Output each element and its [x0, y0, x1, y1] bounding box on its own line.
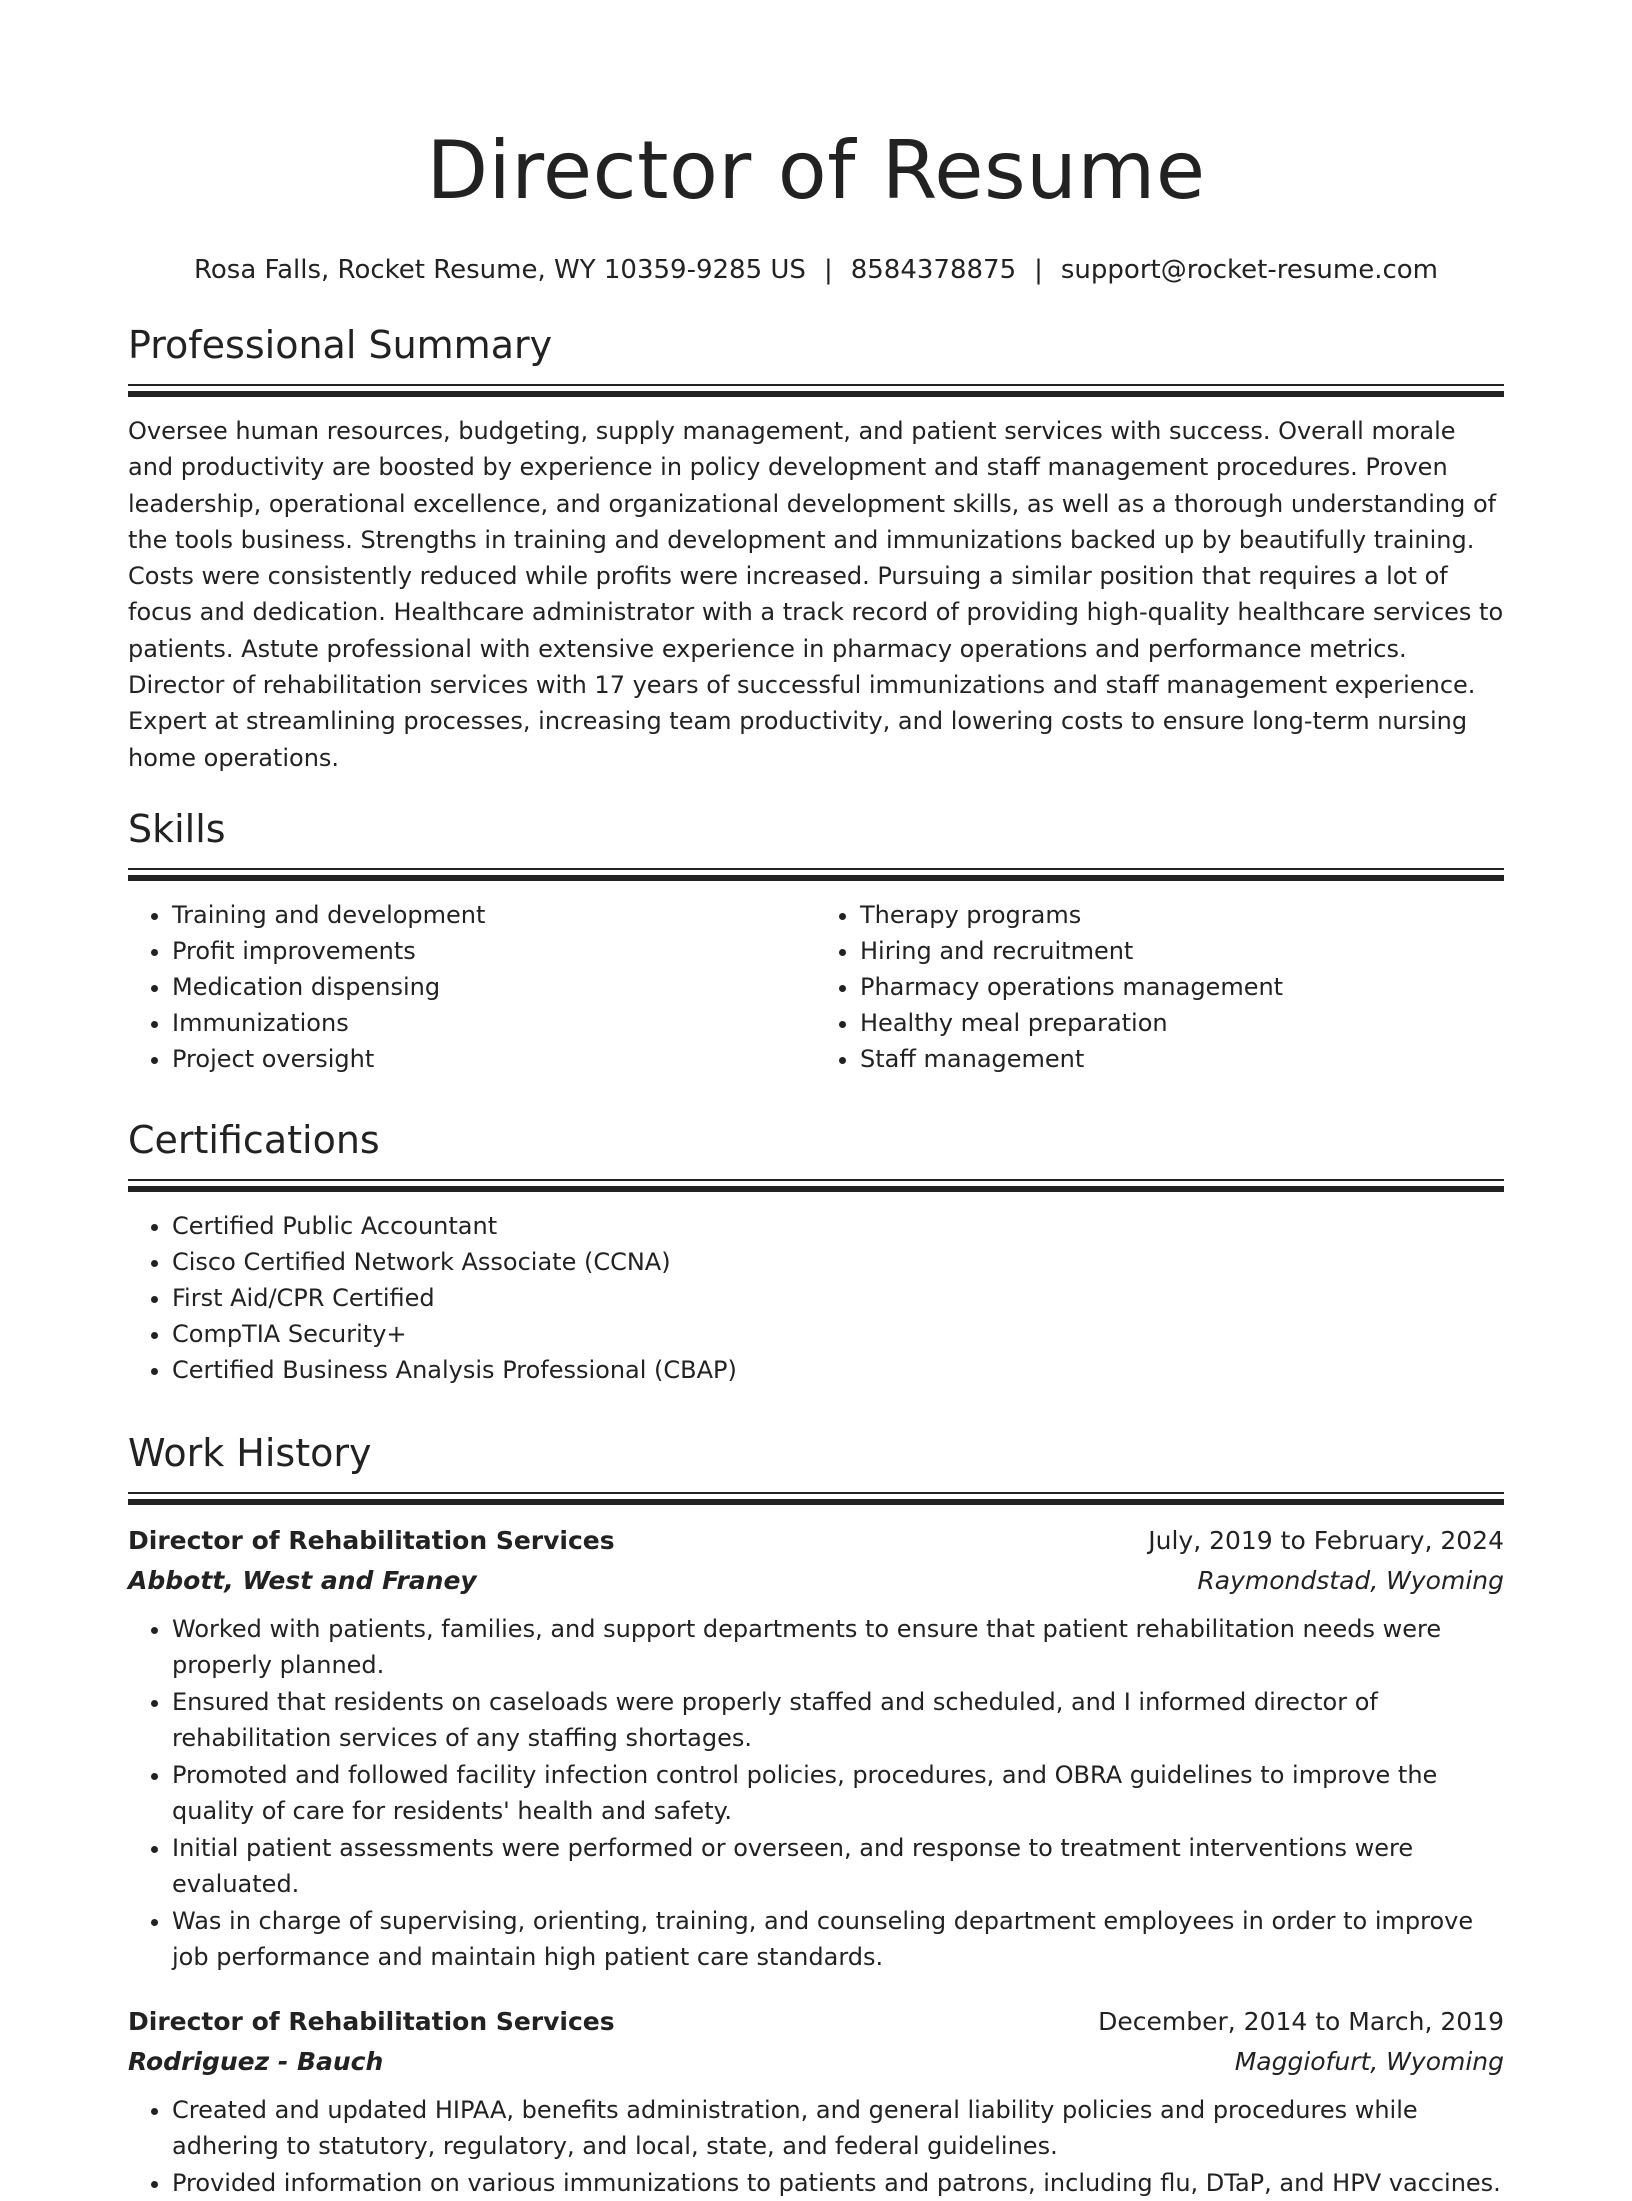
job-entry: [128, 2002, 1504, 2201]
section-divider: [128, 384, 1504, 397]
skill-item: • Healthy meal preparation: [860, 1005, 1504, 1041]
section-divider: [128, 1492, 1504, 1505]
section-title-certifications: Certifications: [128, 1117, 380, 1162]
job-duties-list: [128, 1611, 1504, 1976]
section-divider: [128, 1179, 1504, 1192]
skill-item: • Profit improvements: [172, 933, 816, 969]
contact-separator: |: [823, 255, 833, 285]
section-title-work-history: Work History: [128, 1430, 372, 1475]
summary-text: Oversee human resources, budgeting, supply management, and patient services with success. Overall morale and productivity are boosted by experience in policy development and staff management procedures. Proven leadership, operational excellence, and organizational development skills, as well as a thorough understanding of the tools business. Strengths in training and development and immunizations backed up by beautifully training. Costs were consistently reduced while profits were increased. Pursuing a similar position that requires a lot of focus and dedication. Healthcare administrator with a track record of providing high-quality healthcare services to patients. Astute professional with extensive experience in pharmacy operations and performance metrics. Director of rehabilitation services with 17 years of successful immunizations and staff management experience. Expert at streamlining processes, increasing team productivity, and lowering costs to ensure long-term nursing home operations.: [128, 417, 1504, 772]
job-dates: December, 2014 to March, 2019: [1098, 2006, 1504, 2036]
contact-separator: |: [1034, 255, 1043, 285]
skill-item: • Pharmacy operations management: [860, 969, 1504, 1005]
job-duties-list: [128, 2092, 1504, 2201]
certification-item: • CompTIA Security+: [172, 1316, 1504, 1352]
job-dates: July, 2019 to February, 2024: [1148, 1525, 1504, 1555]
certification-item: • Cisco Certified Network Associate (CCNA): [172, 1244, 1504, 1280]
section-title-skills: Skills: [128, 806, 226, 851]
job-header: [128, 1521, 1504, 1561]
section-divider: [128, 868, 1504, 881]
job-duty-item: • Was in charge of supervising, orienting, training, and counseling department employees in order to improve job performance and maintain high patient care standards.: [172, 1903, 1504, 1976]
job-duty-item: • Promoted and followed facility infection control policies, procedures, and OBRA guidelines to improve the quality of care for residents' health and safety.: [172, 1757, 1504, 1830]
certification-item: • First Aid/CPR Certified: [172, 1280, 1504, 1316]
job-company: Rodriguez - Bauch: [128, 2046, 384, 2076]
job-location: Maggiofurt, Wyoming: [1234, 2046, 1504, 2076]
section-title-summary: Professional Summary: [128, 323, 553, 367]
contact-line: [128, 252, 1504, 288]
job-header: [128, 2002, 1504, 2042]
job-subheader: [128, 1561, 1504, 1601]
skill-item: • Therapy programs: [860, 897, 1504, 933]
certification-item: • Certified Public Accountant: [172, 1208, 1504, 1244]
contact-address: Rosa Falls, Rocket Resume, WY 10359-9285 US: [193, 255, 806, 285]
skills-list-left: [128, 897, 816, 1077]
contact-phone: 8584378875: [850, 255, 1017, 285]
skill-item: • Training and development: [172, 897, 816, 933]
certifications-list: [128, 1208, 1504, 1388]
job-location: Raymondstad, Wyoming: [1197, 1565, 1504, 1595]
job-entry: [128, 1521, 1504, 1976]
skill-item: • Immunizations: [172, 1005, 816, 1041]
skill-item: • Medication dispensing: [172, 969, 816, 1005]
certification-item: • Certified Business Analysis Professional (CBAP): [172, 1352, 1504, 1388]
job-duty-item: • Worked with patients, families, and support departments to ensure that patient rehabilitation needs were properly planned.: [172, 1611, 1504, 1684]
job-company: Abbott, West and Franey: [128, 1565, 477, 1595]
job-duty-item: • Created and updated HIPAA, benefits administration, and general liability policies and procedures while adhering to statutory, regulatory, and local, state, and federal guidelines.: [172, 2092, 1504, 2165]
skill-item: • Project oversight: [172, 1041, 816, 1077]
resume-name: Director of Resume: [426, 124, 1206, 217]
skill-item: • Hiring and recruitment: [860, 933, 1504, 969]
job-subheader: [128, 2042, 1504, 2082]
job-duty-item: • Initial patient assessments were performed or overseen, and response to treatment interventions were evaluated.: [172, 1830, 1504, 1903]
contact-email: support@rocket-resume.com: [1060, 255, 1438, 285]
job-duty-item: • Ensured that residents on caseloads were properly staffed and scheduled, and I informed director of rehabilitation services of any staffing shortages.: [172, 1684, 1504, 1757]
job-title: Director of Rehabilitation Services: [128, 2006, 615, 2036]
skill-item: • Staff management: [860, 1041, 1504, 1077]
job-duty-item: • Provided information on various immunizations to patients and patrons, including flu, DTaP, and HPV vaccines.: [172, 2165, 1504, 2201]
skills-list-right: [816, 897, 1504, 1077]
skills-columns: [128, 897, 1504, 1077]
job-title: Director of Rehabilitation Services: [128, 1525, 615, 1555]
